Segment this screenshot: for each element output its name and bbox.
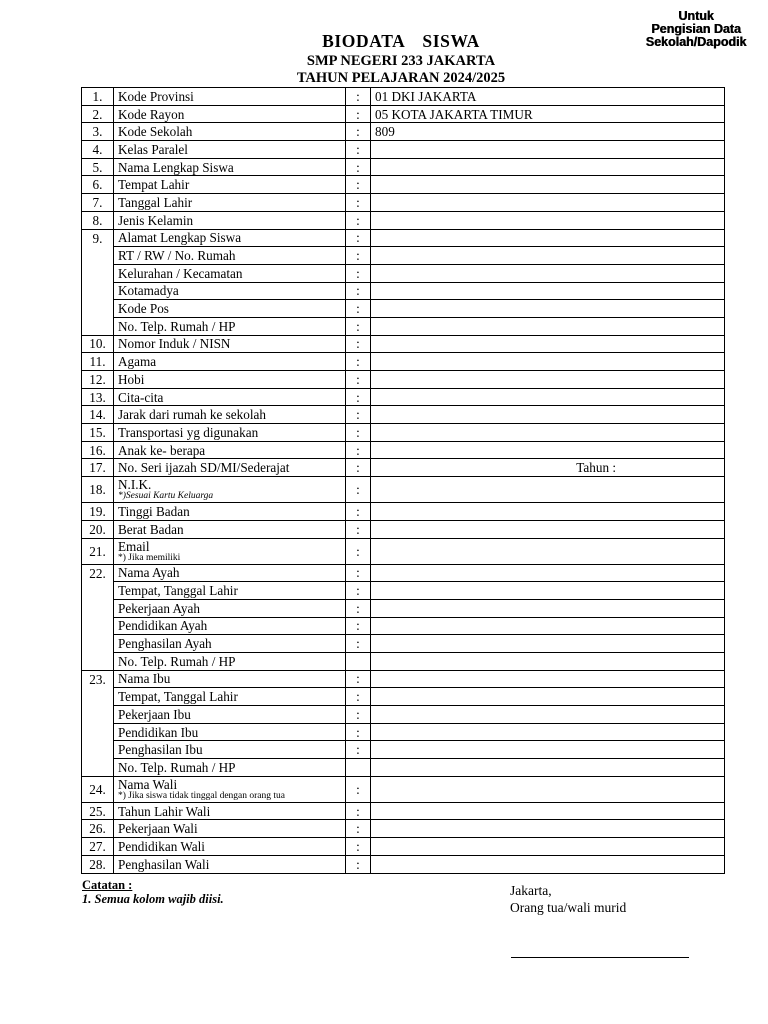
field-value[interactable]: [371, 353, 725, 371]
colon-separator: :: [346, 582, 371, 600]
field-label: No. Telp. Rumah / HP: [114, 652, 346, 670]
table-row: [82, 723, 725, 741]
row-number: 6.: [82, 176, 114, 194]
field-value[interactable]: 01 DKI JAKARTA: [371, 88, 725, 106]
table-row: [82, 194, 725, 212]
field-label: No. Telp. Rumah / HP: [114, 759, 346, 777]
field-value[interactable]: [371, 317, 725, 335]
field-label: Pendidikan Wali: [114, 838, 346, 856]
field-label: Transportasi yg digunakan: [114, 424, 346, 442]
row-number: [82, 247, 114, 265]
field-label: Jenis Kelamin: [114, 211, 346, 229]
field-value[interactable]: [371, 194, 725, 212]
field-label: Anak ke- berapa: [114, 441, 346, 459]
row-number: 8.: [82, 211, 114, 229]
field-value[interactable]: 809: [371, 123, 725, 141]
row-number: [82, 635, 114, 653]
table-row: [82, 599, 725, 617]
table-row: [82, 424, 725, 442]
colon-separator: :: [346, 158, 371, 176]
field-label: Alamat Lengkap Siswa: [114, 229, 346, 247]
field-label: Kelas Paralel: [114, 141, 346, 159]
field-value[interactable]: [371, 247, 725, 265]
field-value[interactable]: [371, 652, 725, 670]
table-row: [82, 477, 725, 503]
row-number: 20.: [82, 520, 114, 538]
field-label: Pendidikan Ibu: [114, 723, 346, 741]
field-label: Penghasilan Ayah: [114, 635, 346, 653]
colon-separator: :: [346, 176, 371, 194]
field-value[interactable]: [371, 838, 725, 856]
field-value[interactable]: [371, 759, 725, 777]
table-row: [82, 820, 725, 838]
field-value[interactable]: 05 KOTA JAKARTA TIMUR: [371, 105, 725, 123]
row-number: 19.: [82, 503, 114, 521]
table-row: [82, 105, 725, 123]
row-number: [82, 723, 114, 741]
table-row: [82, 538, 725, 564]
field-value[interactable]: [371, 855, 725, 873]
colon-separator: :: [346, 688, 371, 706]
field-label: Kelurahan / Kecamatan: [114, 264, 346, 282]
field-value[interactable]: [371, 520, 725, 538]
colon-separator: :: [346, 855, 371, 873]
field-value[interactable]: [371, 282, 725, 300]
colon-separator: :: [346, 123, 371, 141]
field-label: Tinggi Badan: [114, 503, 346, 521]
field-label: [114, 538, 346, 564]
corner-note-line: Sekolah/Dapodik: [645, 35, 747, 49]
colon-separator: :: [346, 723, 371, 741]
field-value[interactable]: [371, 670, 725, 688]
field-value[interactable]: [371, 264, 725, 282]
field-value[interactable]: Tahun :: [371, 459, 725, 477]
table-row: [82, 802, 725, 820]
colon-separator: :: [346, 802, 371, 820]
field-value[interactable]: [371, 424, 725, 442]
table-row: [82, 759, 725, 777]
field-label: Nama Ibu: [114, 670, 346, 688]
row-number: [82, 759, 114, 777]
field-label: Kode Sekolah: [114, 123, 346, 141]
field-value[interactable]: [371, 706, 725, 724]
field-label: Pekerjaan Wali: [114, 820, 346, 838]
field-value[interactable]: [371, 802, 725, 820]
row-number: 26.: [82, 820, 114, 838]
field-label: RT / RW / No. Rumah: [114, 247, 346, 265]
table-row: [82, 353, 725, 371]
row-number: [82, 317, 114, 335]
field-label: Nama Ayah: [114, 564, 346, 582]
colon-separator: :: [346, 406, 371, 424]
colon-separator: [346, 652, 371, 670]
field-label: [114, 477, 346, 503]
row-number: 21.: [82, 538, 114, 564]
field-label: Tanggal Lahir: [114, 194, 346, 212]
biodata-table: [81, 87, 725, 874]
table-row: [82, 670, 725, 688]
notes: [82, 878, 224, 906]
signature-signer: Orang tua/wali murid: [510, 900, 627, 915]
field-value[interactable]: [371, 335, 725, 353]
field-label: Agama: [114, 353, 346, 371]
row-number: 12.: [82, 371, 114, 389]
table-row: [82, 652, 725, 670]
table-row: [82, 176, 725, 194]
field-label: Kotamadya: [114, 282, 346, 300]
table-row: [82, 441, 725, 459]
field-label: Tahun Lahir Wali: [114, 802, 346, 820]
field-value[interactable]: [371, 599, 725, 617]
colon-separator: :: [346, 211, 371, 229]
field-label: Nama Lengkap Siswa: [114, 158, 346, 176]
field-label: Hobi: [114, 371, 346, 389]
table-row: [82, 688, 725, 706]
table-row: [82, 229, 725, 247]
table-row: [82, 123, 725, 141]
row-number: 9.: [82, 229, 114, 247]
colon-separator: :: [346, 670, 371, 688]
field-value[interactable]: [371, 538, 725, 564]
field-label: Tempat Lahir: [114, 176, 346, 194]
table-row: [82, 520, 725, 538]
row-number: 5.: [82, 158, 114, 176]
table-row: [82, 838, 725, 856]
row-number: 15.: [82, 424, 114, 442]
field-value[interactable]: [371, 300, 725, 318]
colon-separator: :: [346, 441, 371, 459]
field-value[interactable]: [371, 371, 725, 389]
colon-separator: :: [346, 776, 371, 802]
field-value[interactable]: [371, 211, 725, 229]
corner-note-line: Untuk: [678, 9, 714, 23]
field-value[interactable]: [371, 635, 725, 653]
row-number: 22.: [82, 564, 114, 582]
field-value[interactable]: [371, 688, 725, 706]
colon-separator: :: [346, 353, 371, 371]
field-value[interactable]: [371, 406, 725, 424]
field-label: Penghasilan Wali: [114, 855, 346, 873]
table-row: [82, 158, 725, 176]
table-row: [82, 706, 725, 724]
colon-separator: :: [346, 741, 371, 759]
colon-separator: :: [346, 300, 371, 318]
table-row: [82, 335, 725, 353]
field-label: Penghasilan Ibu: [114, 741, 346, 759]
colon-separator: :: [346, 141, 371, 159]
colon-separator: :: [346, 599, 371, 617]
row-number: 25.: [82, 802, 114, 820]
notes-heading: Catatan :: [82, 878, 133, 892]
colon-separator: :: [346, 520, 371, 538]
row-number: 24.: [82, 776, 114, 802]
row-number: [82, 688, 114, 706]
colon-separator: :: [346, 335, 371, 353]
field-value[interactable]: [371, 564, 725, 582]
row-number: [82, 652, 114, 670]
field-value[interactable]: [371, 503, 725, 521]
field-label: Pekerjaan Ayah: [114, 599, 346, 617]
table-row: [82, 282, 725, 300]
table-row: [82, 855, 725, 873]
table-row: [82, 247, 725, 265]
row-number: [82, 706, 114, 724]
field-note: *) Jika siswa tidak tinggal dengan orang tua: [118, 790, 286, 801]
field-note: *)Sesuai Kartu Keluarga: [118, 491, 214, 502]
field-note: *) Jika memiliki: [118, 552, 181, 563]
table-row: [82, 371, 725, 389]
table-row: [82, 776, 725, 802]
field-label: No. Seri ijazah SD/MI/Sederajat: [114, 459, 346, 477]
field-label: Berat Badan: [114, 520, 346, 538]
table-row: [82, 406, 725, 424]
table-row: [82, 88, 725, 106]
colon-separator: :: [346, 371, 371, 389]
signature-block: [510, 882, 626, 916]
field-label: Tempat, Tanggal Lahir: [114, 582, 346, 600]
colon-separator: :: [346, 88, 371, 106]
row-number: [82, 300, 114, 318]
field-label-text: Email: [118, 538, 150, 554]
table-row: [82, 459, 725, 477]
row-number: 28.: [82, 855, 114, 873]
field-value[interactable]: [371, 776, 725, 802]
field-label: Cita-cita: [114, 388, 346, 406]
colon-separator: :: [346, 229, 371, 247]
table-row: [82, 503, 725, 521]
row-number: 14.: [82, 406, 114, 424]
row-number: [82, 741, 114, 759]
field-value[interactable]: [371, 820, 725, 838]
colon-separator: :: [346, 538, 371, 564]
colon-separator: :: [346, 820, 371, 838]
row-number: 23.: [82, 670, 114, 688]
table-row: [82, 741, 725, 759]
row-number: 4.: [82, 141, 114, 159]
colon-separator: :: [346, 194, 371, 212]
field-label: Pekerjaan Ibu: [114, 706, 346, 724]
field-value[interactable]: [371, 723, 725, 741]
row-number: 1.: [82, 88, 114, 106]
table-row: [82, 635, 725, 653]
row-number: 27.: [82, 838, 114, 856]
row-number: [82, 582, 114, 600]
colon-separator: :: [346, 424, 371, 442]
colon-separator: :: [346, 282, 371, 300]
table-row: [82, 211, 725, 229]
colon-separator: :: [346, 564, 371, 582]
field-label: [114, 776, 346, 802]
school-name: SMP NEGERI 233 JAKARTA: [306, 53, 496, 69]
field-value[interactable]: [371, 441, 725, 459]
field-label-text: N.I.K.: [118, 477, 152, 493]
row-number: 18.: [82, 477, 114, 503]
row-number: [82, 617, 114, 635]
colon-separator: [346, 759, 371, 777]
field-value[interactable]: [371, 176, 725, 194]
row-number: 11.: [82, 353, 114, 371]
field-label: Kode Rayon: [114, 105, 346, 123]
field-value[interactable]: [371, 388, 725, 406]
signature-line: [511, 957, 689, 958]
row-number: 13.: [82, 388, 114, 406]
table-row: [82, 300, 725, 318]
row-number: [82, 599, 114, 617]
row-number: 10.: [82, 335, 114, 353]
field-label: Jarak dari rumah ke sekolah: [114, 406, 346, 424]
page-title: BIODATA SISWA: [322, 31, 480, 51]
row-number: [82, 264, 114, 282]
field-value[interactable]: [371, 141, 725, 159]
colon-separator: :: [346, 388, 371, 406]
signature-city: Jakarta,: [510, 883, 552, 898]
colon-separator: :: [346, 264, 371, 282]
row-number: 3.: [82, 123, 114, 141]
colon-separator: :: [346, 247, 371, 265]
row-number: 16.: [82, 441, 114, 459]
field-value[interactable]: [371, 617, 725, 635]
row-number: 2.: [82, 105, 114, 123]
field-label: No. Telp. Rumah / HP: [114, 317, 346, 335]
table-row: [82, 264, 725, 282]
colon-separator: :: [346, 105, 371, 123]
row-number: 7.: [82, 194, 114, 212]
field-value[interactable]: [371, 582, 725, 600]
field-value[interactable]: [371, 741, 725, 759]
row-number: [82, 282, 114, 300]
row-number: 17.: [82, 459, 114, 477]
table-row: [82, 141, 725, 159]
colon-separator: :: [346, 838, 371, 856]
field-value[interactable]: [371, 477, 725, 503]
table-row: [82, 564, 725, 582]
field-label: Kode Provinsi: [114, 88, 346, 106]
colon-separator: :: [346, 635, 371, 653]
field-value[interactable]: [371, 158, 725, 176]
field-label-text: Nama Wali: [118, 776, 178, 792]
corner-note-line: Pengisian Data: [651, 22, 741, 36]
field-value[interactable]: [371, 229, 725, 247]
colon-separator: :: [346, 459, 371, 477]
colon-separator: :: [346, 503, 371, 521]
field-label: Nomor Induk / NISN: [114, 335, 346, 353]
field-label: Kode Pos: [114, 300, 346, 318]
table-row: [82, 582, 725, 600]
colon-separator: :: [346, 617, 371, 635]
table-row: [82, 617, 725, 635]
colon-separator: :: [346, 317, 371, 335]
colon-separator: :: [346, 706, 371, 724]
table-row: [82, 388, 725, 406]
table-row: [82, 317, 725, 335]
academic-year: TAHUN PELAJARAN 2024/2025: [296, 70, 506, 86]
colon-separator: :: [346, 477, 371, 503]
field-label: Pendidikan Ayah: [114, 617, 346, 635]
field-label: Tempat, Tanggal Lahir: [114, 688, 346, 706]
notes-item: 1. Semua kolom wajib diisi.: [82, 892, 224, 906]
